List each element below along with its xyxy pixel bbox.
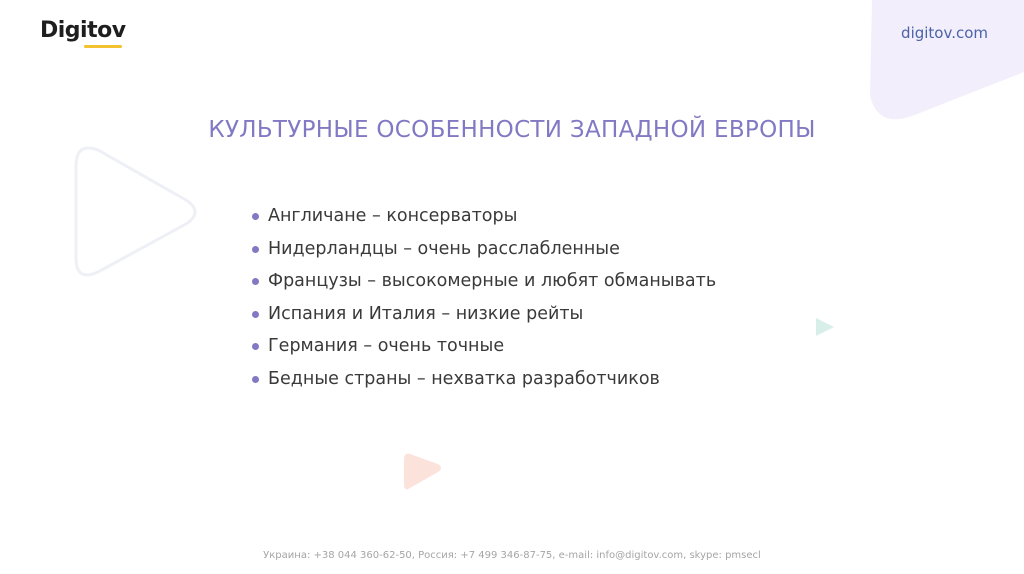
peach-play-shape [404,454,441,490]
bullet-item [252,365,716,398]
bullet-text: Испания и Италия – низкие рейты [268,303,584,324]
bullet-text: Германия – очень точные [268,336,505,356]
bullet-dot-icon [252,213,259,220]
bullet-dot-icon [252,376,259,383]
bullet-item [252,235,716,268]
bullet-text: Бедные страны – нехватка разработчиков [268,368,660,389]
lavender-play-shape [870,0,1024,119]
slide-title: КУЛЬТУРНЫЕ ОСОБЕННОСТИ ЗАПАДНОЙ ЕВРОПЫ [208,117,816,143]
bullet-text: Англичане – консерваторы [268,206,518,226]
brand-logo: Digitov [40,18,126,43]
bullet-text: Французы – высокомерные и любят обманывать [268,271,717,291]
logo-underline [84,45,122,48]
bullet-item [252,332,716,365]
bullet-list [252,202,716,397]
bullet-item [252,267,716,300]
bullet-dot-icon [252,343,259,350]
bullet-item [252,202,716,235]
teal-play-shape [816,318,834,336]
bullet-dot-icon [252,278,259,285]
site-link[interactable]: digitov.com [901,24,988,42]
bullet-dot-icon [252,311,259,318]
bullet-text: Нидерландцы – очень расслабленные [268,238,620,259]
bullet-item [252,300,716,333]
footer-contacts: Украина: +38 044 360-62-50, Россия: +7 499 346-87-75, e-mail: info@digitov.com, skype: pmsecl [263,550,761,561]
bullet-dot-icon [252,246,259,253]
outline-play-shape [76,148,195,275]
